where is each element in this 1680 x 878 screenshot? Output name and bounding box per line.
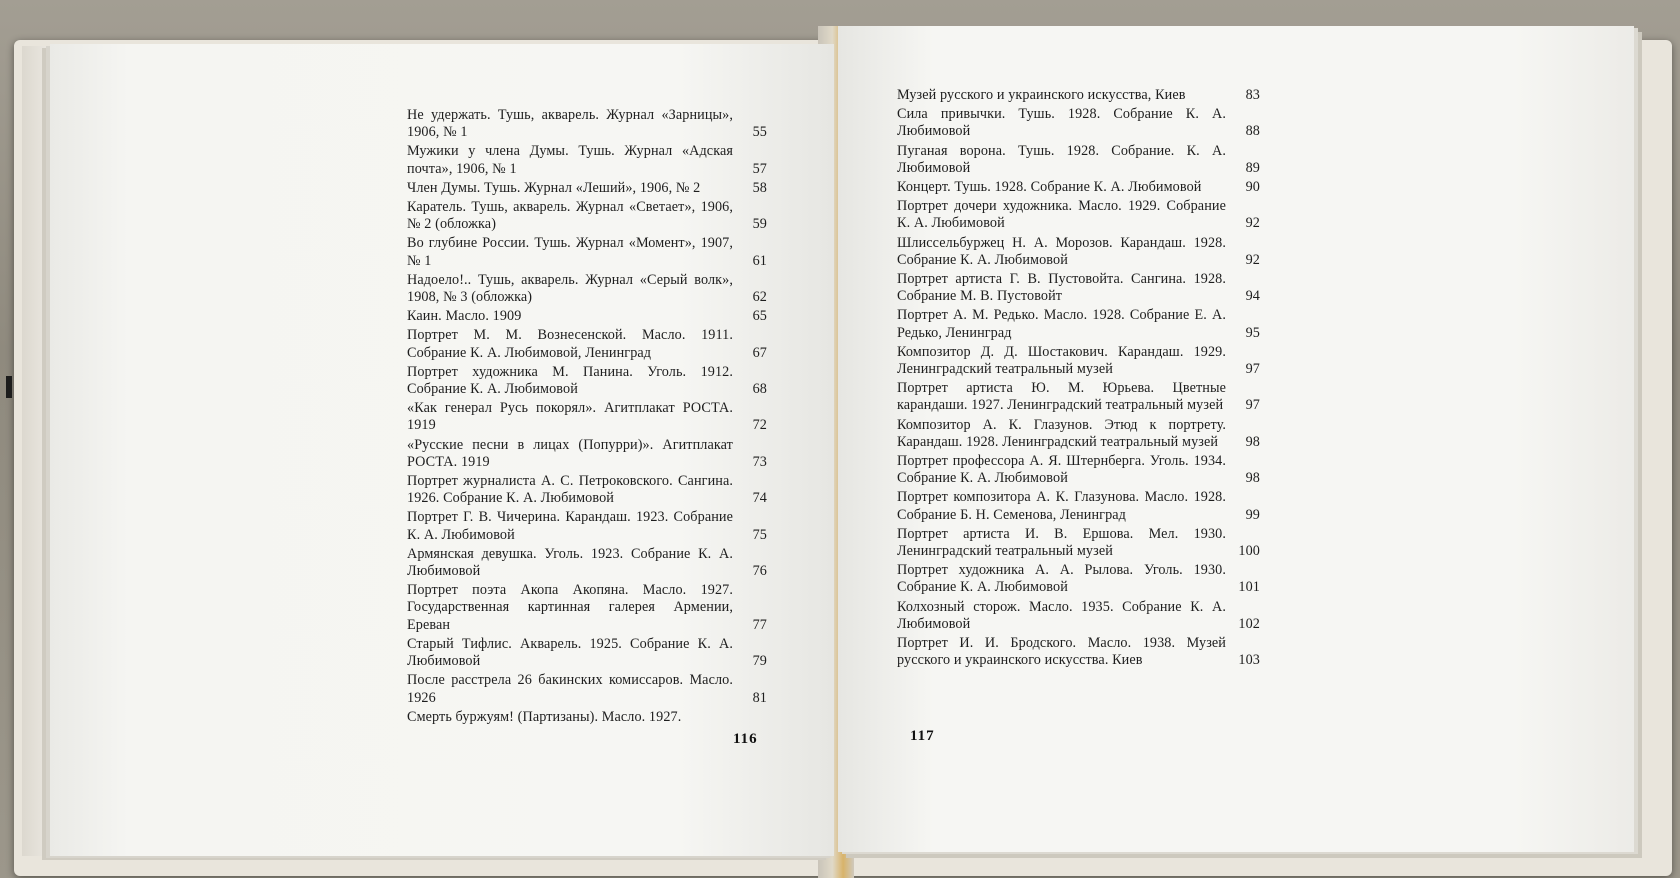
entry-page-number: 103 (1238, 652, 1260, 669)
list-entry (897, 87, 1260, 104)
entry-title: Колхозный сторож. Масло. 1935. Собрание К. А. Любимовой (897, 598, 1226, 632)
list-entry (897, 179, 1260, 196)
left-page-list (407, 107, 767, 728)
right-page-list (897, 87, 1260, 672)
list-entry (897, 417, 1260, 451)
entry-page-number: 88 (1245, 123, 1260, 140)
entry-title: «Как генерал Русь покорял». Агитплакат РОСТА. 1919 (407, 400, 733, 434)
entry-title: Композитор Д. Д. Шостакович. Карандаш. 1929. Ленинградский театральный музей (897, 343, 1226, 378)
entry-title: Каратель. Тушь, акварель. Журнал «Светает», 1906, № 2 (обложка) (407, 199, 733, 233)
entry-title: Надоело!.. Тушь, акварель. Журнал «Серый волк», 1908, № 3 (обложка) (407, 271, 733, 306)
entry-page-number: 65 (752, 308, 767, 325)
entry-page-number: 68 (752, 381, 767, 398)
entry-page-number: 77 (752, 616, 767, 633)
entry-title: Портрет художника М. Панина. Уголь. 1912. Собрание К. А. Любимовой (407, 363, 733, 398)
list-entry (897, 635, 1260, 669)
list-entry (407, 709, 767, 726)
list-entry (407, 364, 767, 398)
entry-title: Сила привычки. Тушь. 1928. Собрание К. А. Любимовой (897, 106, 1226, 140)
list-entry (897, 235, 1260, 269)
entry-page-number: 73 (752, 453, 767, 470)
entry-title: Портрет И. И. Бродского. Масло. 1938. Музей русского и украинского искусства. Киев (897, 635, 1226, 669)
entry-title: Каин. Масло. 1909 (407, 308, 522, 325)
entry-page-number: 98 (1245, 433, 1260, 450)
entry-title: Портрет А. М. Редько. Масло. 1928. Собрание Е. А. Редько, Ленинград (897, 307, 1226, 341)
entry-page-number: 99 (1245, 506, 1260, 523)
entry-page-number: 76 (752, 563, 767, 580)
entry-title: Портрет дочери художника. Масло. 1929. Собрание К. А. Любимовой (897, 198, 1226, 232)
entry-page-number: 58 (752, 179, 767, 196)
list-entry (407, 272, 767, 306)
list-entry (407, 546, 767, 580)
entry-title: Портрет М. М. Вознесенской. Масло. 1911. Собрание К. А. Любимовой, Ленинград (407, 327, 733, 361)
list-entry (407, 437, 767, 471)
entry-title: Портрет профессора А. Я. Штернберга. Уголь. 1934. Собрание К. А. Любимовой (897, 453, 1226, 487)
entry-title: После расстрела 26 бакинских комиссаров. Масло. 1926 (407, 672, 733, 706)
entry-page-number: 67 (752, 344, 767, 361)
list-entry (407, 143, 767, 177)
entry-page-number: 79 (752, 653, 767, 670)
entry-page-number: 57 (752, 160, 767, 177)
entry-page-number: 75 (752, 526, 767, 543)
entry-title: Шлиссельбуржец Н. А. Морозов. Карандаш. 1928. Собрание К. А. Любимовой (897, 234, 1226, 268)
entry-title: «Русские песни в лицах (Попурри)». Агитплакат РОСТА. 1919 (407, 436, 733, 470)
entry-title: Концерт. Тушь. 1928. Собрание К. А. Любимовой (897, 179, 1202, 196)
page-edges-left (22, 46, 50, 856)
entry-title: Портрет артиста И. В. Ершова. Мел. 1930. Ленинградский театральный музей (897, 525, 1226, 560)
entry-title: Смерть буржуям! (Партизаны). Масло. 1927. (407, 708, 682, 725)
list-entry (407, 672, 767, 706)
entry-page-number: 72 (752, 417, 767, 434)
entry-page-number: 90 (1245, 179, 1260, 196)
entry-page-number: 81 (752, 689, 767, 706)
list-entry (407, 180, 767, 197)
entry-title: Член Думы. Тушь. Журнал «Леший», 1906, № 2 (407, 179, 701, 196)
entry-title: Музей русского и украинского искусства, Киев (897, 87, 1186, 103)
entry-page-number: 89 (1245, 159, 1260, 176)
list-entry (897, 380, 1260, 414)
entry-page-number: 97 (1245, 397, 1260, 414)
list-entry (407, 199, 767, 233)
list-entry (407, 636, 767, 670)
entry-title: Портрет артиста Ю. М. Юрьева. Цветные карандаши. 1927. Ленинградский театральный музей (897, 380, 1226, 414)
entry-title: Старый Тифлис. Акварель. 1925. Собрание К. А. Любимовой (407, 635, 733, 670)
list-entry (897, 526, 1260, 560)
list-entry (407, 308, 767, 325)
list-entry (897, 307, 1260, 341)
list-entry (407, 582, 767, 634)
entry-title: Композитор А. К. Глазунов. Этюд к портрету. Карандаш. 1928. Ленинградский театральный музей (897, 416, 1226, 450)
list-entry (897, 489, 1260, 523)
list-entry (897, 198, 1260, 232)
list-entry (897, 562, 1260, 596)
entry-title: Пуганая ворона. Тушь. 1928. Собрание. К. А. Любимовой (897, 142, 1226, 176)
entry-page-number: 59 (752, 216, 767, 233)
list-entry (897, 143, 1260, 177)
entry-page-number: 74 (752, 490, 767, 507)
entry-title: Портрет композитора А. К. Глазунова. Масло. 1928. Собрание Б. Н. Семенова, Ленинград (897, 489, 1226, 523)
entry-page-number: 100 (1238, 543, 1260, 560)
list-entry (897, 344, 1260, 378)
list-entry (407, 327, 767, 361)
entry-title: Не удержать. Тушь, акварель. Журнал «Зарницы», 1906, № 1 (407, 107, 733, 141)
list-entry (407, 473, 767, 507)
list-entry (897, 453, 1260, 487)
list-entry (407, 509, 767, 543)
entry-title: Портрет художника А. А. Рылова. Уголь. 1930. Собрание К. А. Любимовой (897, 562, 1226, 596)
list-entry (897, 106, 1260, 140)
entry-title: Портрет поэта Акопа Акопяна. Масло. 1927. Государственная картинная галерея Армении, Ереван (407, 582, 733, 633)
entry-title: Во глубине России. Тушь. Журнал «Момент», 1907, № 1 (407, 235, 733, 269)
entry-page-number: 92 (1245, 251, 1260, 268)
entry-title: Портрет Г. В. Чичерина. Карандаш. 1923. Собрание К. А. Любимовой (407, 509, 733, 543)
list-entry (407, 107, 767, 141)
list-entry (897, 599, 1260, 633)
list-entry (407, 235, 767, 269)
entry-page-number: 62 (752, 289, 767, 306)
entry-page-number: 83 (1245, 87, 1260, 103)
entry-page-number: 92 (1245, 215, 1260, 232)
entry-page-number: 95 (1245, 324, 1260, 341)
entry-page-number: 55 (752, 124, 767, 141)
entry-page-number: 97 (1245, 361, 1260, 378)
cover-mark (6, 376, 12, 398)
entry-page-number: 101 (1238, 579, 1260, 596)
left-page-number: 116 (733, 731, 758, 747)
entry-title: Портрет журналиста А. С. Петроковского. Сангина. 1926. Собрание К. А. Любимовой (407, 473, 733, 507)
entry-page-number: 94 (1245, 288, 1260, 305)
entry-title: Портрет артиста Г. В. Пустовойта. Сангина. 1928. Собрание М. В. Пустовойт (897, 271, 1226, 305)
entry-page-number: 98 (1245, 470, 1260, 487)
right-page-number: 117 (910, 728, 935, 744)
list-entry (897, 271, 1260, 305)
entry-title: Мужики у члена Думы. Тушь. Журнал «Адская почта», 1906, № 1 (407, 143, 733, 177)
list-entry (407, 400, 767, 434)
entry-page-number: 102 (1238, 615, 1260, 632)
entry-page-number: 61 (752, 252, 767, 269)
entry-title: Армянская девушка. Уголь. 1923. Собрание К. А. Любимовой (407, 545, 733, 580)
